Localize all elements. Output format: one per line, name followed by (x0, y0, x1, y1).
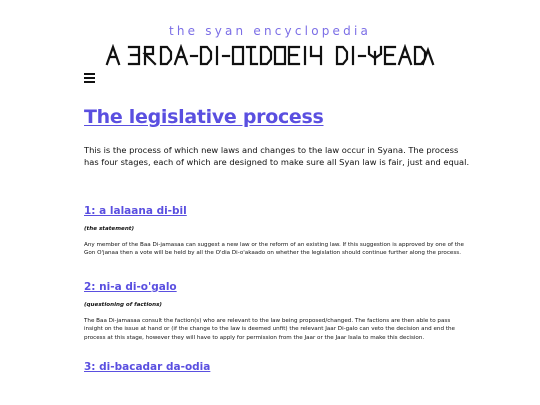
syan-script-logo-icon (105, 44, 435, 66)
hamburger-menu-icon[interactable] (84, 73, 95, 83)
page-title[interactable]: The legislative process (84, 106, 324, 128)
menu-bar-bottom (84, 81, 95, 83)
section-3 (84, 360, 464, 374)
section-2-heading[interactable]: 2: ni-a di-o'galo (84, 280, 177, 293)
menu-bar-middle (84, 77, 95, 79)
site-logo[interactable] (0, 44, 540, 66)
section-1-body: Any member of the Baa Di-jamasaa can suggest a new law or the reform of an existing law. If this suggestion is approved by one of the Gon O'janaa then a vote will be held by all the O'dia Di-o'akaado on whether the legislation should continue further along the process. (84, 242, 464, 257)
section-1-heading[interactable]: 1: a lalaana di-bil (84, 205, 187, 217)
main-content (84, 104, 470, 374)
site-header (0, 0, 540, 66)
section-2-body: The Baa Di-jamasaa consult the faction(s) who are relevant to the law being proposed/changed. The factions are then able to pass insight on the issue at hand or (if the change to the law is deemed unfit) the relevant Jaar Di-galo can veto the decision and end the process at this stage, however they will have to apply for permission from the Jaar or the Jaar Isala to make this decision. (84, 317, 455, 341)
section-1-subtitle: (the statement) (84, 226, 135, 232)
page-intro: This is the process of which new laws and changes to the law occur in Syana. The process has four stages, each of which are designed to make sure all Syan law is fair, just and equal. (84, 145, 470, 167)
section-2 (84, 280, 464, 342)
section-1 (84, 204, 464, 258)
section-3-heading[interactable]: 3: di-bacadar da-odia (84, 361, 211, 374)
menu-bar-top (84, 73, 95, 75)
site-tagline: the syan encyclopedia (168, 24, 372, 38)
section-2-subtitle: (questioning of factions) (84, 301, 162, 308)
